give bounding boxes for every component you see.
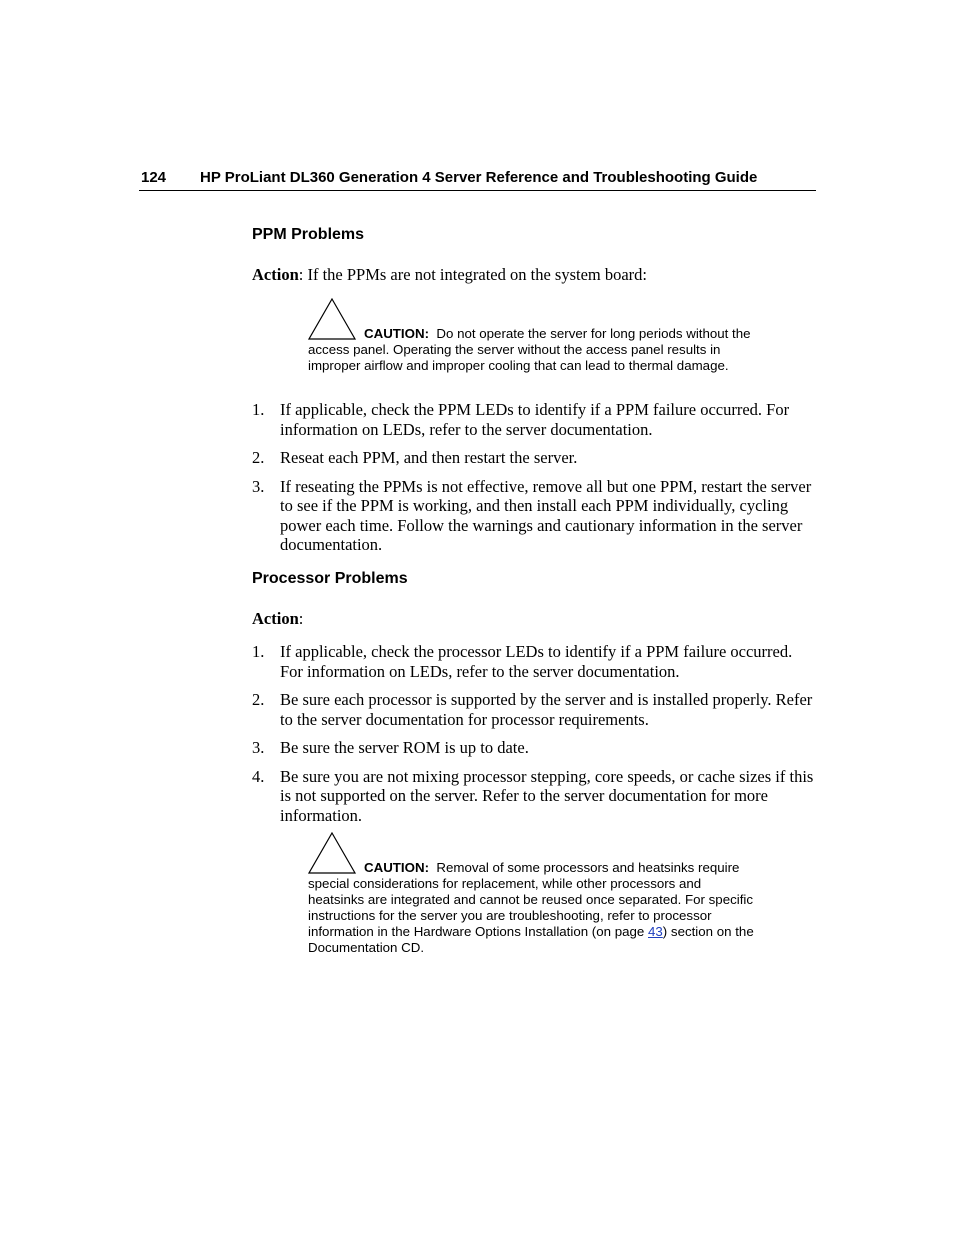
step-number: 2.	[252, 448, 265, 467]
step-number: 1.	[252, 400, 265, 419]
step-number: 3.	[252, 476, 265, 496]
processor-caution-text	[308, 860, 760, 957]
processor-action-label: Action	[252, 609, 299, 628]
list-item	[252, 642, 818, 681]
ppm-caution-body: Do not operate the server for long periods without the access panel. Operating the server without the access panel results in improper airflow and improper cooling that can lead to thermal damage.	[308, 326, 751, 374]
step-text: If applicable, check the processor LEDs to identify if a PPM failure occurred. For information on LEDs, refer to the server documentation.	[280, 642, 793, 681]
step-number: 4.	[252, 766, 265, 786]
ppm-caution-text	[308, 326, 760, 374]
processor-caution-body: Removal of some processors and heatsinks require special considerations for replacement, while other processors and heatsinks are integrated and cannot be reused once separated. For specific instructions for the server you are troubleshooting, refer to processor information in the Hardware Options Installation (on page	[308, 860, 753, 940]
list-item	[252, 738, 818, 758]
processor-steps	[252, 642, 818, 825]
ppm-action	[252, 265, 647, 285]
guide-title: HP ProLiant DL360 Generation 4 Server Reference and Troubleshooting Guide	[200, 169, 758, 186]
page-link[interactable]: 43	[648, 924, 663, 940]
processor-caution-label: CAUTION:	[364, 860, 429, 875]
list-item	[252, 400, 818, 439]
processor-action-text: :	[298, 609, 304, 628]
page-header	[139, 168, 816, 191]
step-text: Be sure each processor is supported by the server and is installed properly. Refer to the server documentation for processor requirements.	[280, 690, 813, 729]
step-text: Be sure the server ROM is up to date.	[280, 738, 529, 757]
ppm-action-text: : If the PPMs are not integrated on the system board:	[298, 265, 648, 284]
ppm-action-label: Action	[252, 265, 299, 284]
step-text: Reseat each PPM, and then restart the server.	[280, 448, 578, 467]
step-text: If applicable, check the PPM LEDs to identify if a PPM failure occurred. For information on LEDs, refer to the server documentation.	[280, 400, 790, 439]
ppm-heading: PPM Problems	[252, 226, 365, 243]
processor-caution	[308, 832, 760, 958]
list-item	[252, 767, 818, 826]
list-item	[252, 690, 818, 729]
processor-heading: Processor Problems	[252, 570, 408, 587]
ppm-caution	[308, 298, 760, 390]
list-item	[252, 448, 818, 468]
ppm-steps	[252, 400, 818, 555]
processor-action	[252, 609, 303, 629]
step-number: 1.	[252, 642, 265, 661]
ppm-caution-label: CAUTION:	[364, 326, 429, 341]
page-number: 124	[141, 169, 167, 186]
step-text: Be sure you are not mixing processor stepping, core speeds, or cache sizes if this is not supported on the server. Refer to the server documentation for more information.	[280, 766, 814, 825]
step-number: 3.	[252, 738, 265, 757]
step-text: If reseating the PPMs is not effective, remove all but one PPM, restart the server to see if the PPM is working, and then install each PPM individually, cycling power each time. Follow the warnings and cautionary information in the server documentation.	[280, 476, 812, 554]
step-number: 2.	[252, 690, 265, 709]
processor-caution-tail: ) section on the Documentation CD.	[308, 924, 754, 956]
list-item	[252, 477, 818, 555]
